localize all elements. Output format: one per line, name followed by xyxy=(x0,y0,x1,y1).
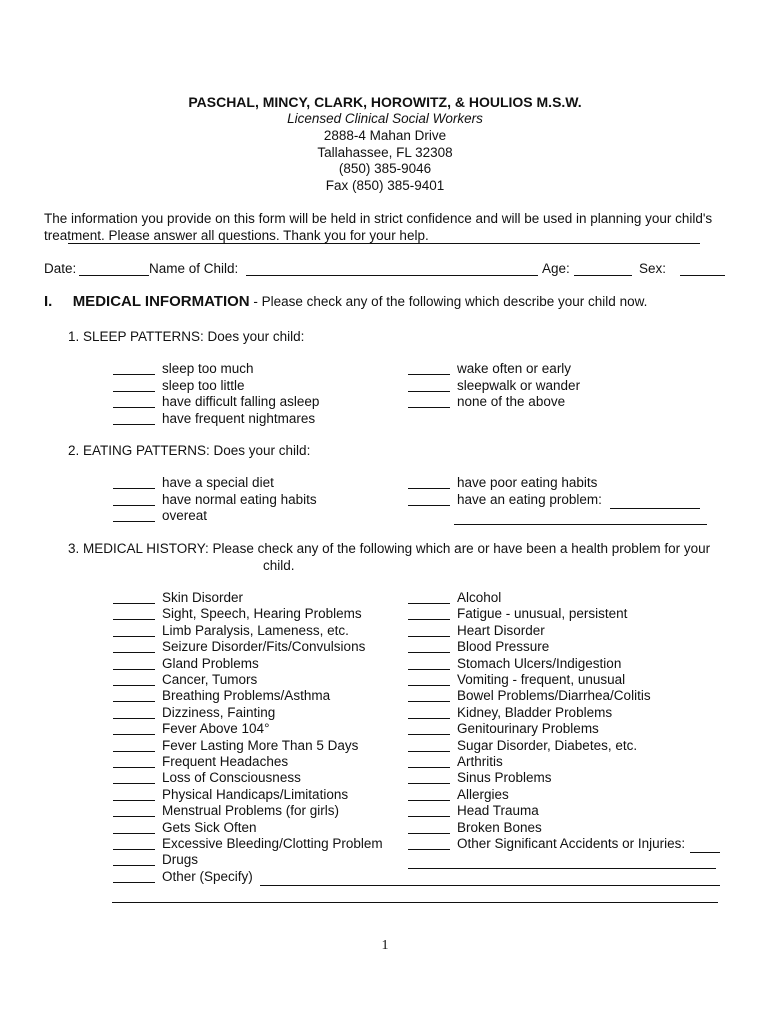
checklist-item-label: Blood Pressure xyxy=(457,639,550,655)
checklist-item-label: Head Trauma xyxy=(457,803,539,819)
checkbox-blank[interactable] xyxy=(408,718,450,719)
checklist-item-label: Bowel Problems/Diarrhea/Colitis xyxy=(457,688,651,704)
checkbox-blank[interactable] xyxy=(113,882,155,883)
fax-number: Fax (850) 385-9401 xyxy=(325,178,445,193)
checklist-item-label: Allergies xyxy=(457,786,509,802)
checklist-item-label: Menstrual Problems (for girls) xyxy=(162,803,340,819)
checkbox-blank[interactable] xyxy=(408,603,450,604)
checklist-item-label: have an eating problem: xyxy=(457,491,602,507)
checkbox-blank[interactable] xyxy=(113,619,155,620)
other-injuries-continuation[interactable] xyxy=(408,868,716,869)
checklist-item-label: Fever Lasting More Than 5 Days xyxy=(162,737,359,753)
section-heading xyxy=(44,294,647,311)
checkbox-blank[interactable] xyxy=(408,505,450,506)
firm-name: PASCHAL, MINCY, CLARK, HOROWITZ, & HOULIOS M.S.W. xyxy=(188,94,582,110)
checklist-item-label: Limb Paralysis, Lameness, etc. xyxy=(162,622,349,638)
sex-label: Sex: xyxy=(639,261,667,276)
medical-heading-continued: child. xyxy=(263,558,295,573)
checkbox-blank[interactable] xyxy=(113,800,155,801)
age-label: Age: xyxy=(542,261,570,276)
child-name-label: Name of Child: xyxy=(149,261,239,276)
page-number: 1 xyxy=(381,938,389,953)
checkbox-blank[interactable] xyxy=(408,734,450,735)
checklist-item-label: Gland Problems xyxy=(162,655,259,671)
checklist-item-label: sleepwalk or wander xyxy=(457,377,581,393)
checklist-item-label: Arthritis xyxy=(457,754,503,769)
checkbox-blank[interactable] xyxy=(113,734,155,735)
intro-line-1: The information you provide on this form will be held in strict confidence and will be used in planning your child's xyxy=(44,211,713,226)
address-line-2: Tallahassee, FL 32308 xyxy=(317,145,453,160)
checkbox-blank[interactable] xyxy=(113,521,155,522)
checklist-item-label: Kidney, Bladder Problems xyxy=(457,704,613,720)
intro-underline xyxy=(68,243,700,244)
checklist-item-label: Stomach Ulcers/Indigestion xyxy=(457,655,622,671)
checklist-item-label: Other (Specify) xyxy=(162,868,253,884)
eating-problem-field[interactable] xyxy=(610,508,700,509)
other-specify-field[interactable] xyxy=(260,885,720,886)
checkbox-blank[interactable] xyxy=(408,833,450,834)
checklist-item-label: Fatigue - unusual, persistent xyxy=(457,606,628,622)
checkbox-blank[interactable] xyxy=(113,488,155,489)
checkbox-blank[interactable] xyxy=(113,652,155,653)
checkbox-blank[interactable] xyxy=(408,391,450,392)
checklist-item-label: sleep too little xyxy=(162,377,245,393)
checkbox-blank[interactable] xyxy=(113,816,155,817)
checklist-item-label: wake often or early xyxy=(457,361,572,376)
checkbox-blank[interactable] xyxy=(113,603,155,604)
checklist-item-label: Loss of Consciousness xyxy=(162,770,301,786)
checkbox-blank[interactable] xyxy=(113,407,155,408)
sex-field[interactable] xyxy=(680,275,725,276)
checklist-item-label: none of the above xyxy=(457,394,566,409)
sleep-heading: 1. SLEEP PATTERNS: Does your child: xyxy=(68,329,305,344)
checklist-item-label: Gets Sick Often xyxy=(162,819,257,835)
checkbox-blank[interactable] xyxy=(113,685,155,686)
checkbox-blank[interactable] xyxy=(113,783,155,784)
checklist-item-label: Breathing Problems/Asthma xyxy=(162,688,331,704)
checklist-item-label: Fever Above 104° xyxy=(162,721,270,737)
checkbox-blank[interactable] xyxy=(408,849,450,850)
checkbox-blank[interactable] xyxy=(408,701,450,702)
checkbox-blank[interactable] xyxy=(113,701,155,702)
checkbox-blank[interactable] xyxy=(113,751,155,752)
address-line-1: 2888-4 Mahan Drive xyxy=(323,128,447,143)
checklist-item-label: Broken Bones xyxy=(457,819,542,835)
checklist-item-label: Other Significant Accidents or Injuries: xyxy=(457,836,686,851)
checkbox-blank[interactable] xyxy=(408,751,450,752)
checkbox-blank[interactable] xyxy=(113,636,155,637)
checkbox-blank[interactable] xyxy=(113,505,155,506)
age-field[interactable] xyxy=(574,275,632,276)
checkbox-blank[interactable] xyxy=(408,619,450,620)
checklist-item-label: sleep too much xyxy=(162,361,254,376)
checkbox-blank[interactable] xyxy=(113,424,155,425)
checkbox-blank[interactable] xyxy=(408,636,450,637)
checkbox-blank[interactable] xyxy=(408,488,450,489)
checklist-item-label: Vomiting - frequent, unusual xyxy=(457,672,626,687)
date-field[interactable] xyxy=(79,275,149,276)
checklist-item-label: have frequent nightmares xyxy=(162,410,316,426)
other-specify-continuation[interactable] xyxy=(112,902,718,903)
checkbox-blank[interactable] xyxy=(408,800,450,801)
checklist-item-label: Skin Disorder xyxy=(162,590,244,605)
section-instruction: - Please check any of the following which describe your child now. xyxy=(249,294,648,309)
checklist-item-label: Sugar Disorder, Diabetes, etc. xyxy=(457,737,638,753)
checkbox-blank[interactable] xyxy=(113,865,155,866)
checkbox-blank[interactable] xyxy=(408,783,450,784)
child-name-field[interactable] xyxy=(246,275,538,276)
checklist-item-label: Genitourinary Problems xyxy=(457,721,599,737)
checklist-item-label: Physical Handicaps/Limitations xyxy=(162,786,349,802)
checkbox-blank[interactable] xyxy=(408,669,450,670)
checklist-item-label: Sinus Problems xyxy=(457,770,552,786)
checkbox-blank[interactable] xyxy=(113,718,155,719)
checklist-item-label: Dizziness, Fainting xyxy=(162,704,276,720)
checklist-item-label: Excessive Bleeding/Clotting Problem xyxy=(162,836,383,851)
checklist-item-label: have normal eating habits xyxy=(162,491,317,507)
checkbox-blank[interactable] xyxy=(408,374,450,375)
checklist-item-label: have a special diet xyxy=(162,475,274,490)
checkbox-blank[interactable] xyxy=(113,849,155,850)
eating-problem-continuation[interactable] xyxy=(454,524,707,525)
other-injuries-field[interactable] xyxy=(690,852,720,853)
section-title: MEDICAL INFORMATION xyxy=(72,293,250,310)
checkbox-blank[interactable] xyxy=(113,374,155,375)
checkbox-blank[interactable] xyxy=(113,833,155,834)
checkbox-blank[interactable] xyxy=(408,816,450,817)
checkbox-blank[interactable] xyxy=(408,407,450,408)
checklist-item-label: Cancer, Tumors xyxy=(162,672,258,687)
eating-heading: 2. EATING PATTERNS: Does your child: xyxy=(68,443,311,458)
section-numeral: I. xyxy=(44,293,53,310)
checklist-item-label: Drugs xyxy=(162,852,199,868)
checklist-item-label: Seizure Disorder/Fits/Convulsions xyxy=(162,639,366,655)
checklist-item-label: Alcohol xyxy=(457,590,502,605)
phone-number: (850) 385-9046 xyxy=(338,161,432,176)
medical-heading: 3. MEDICAL HISTORY: Please check any of the following which are or have been a health problem for your xyxy=(68,541,711,556)
checkbox-blank[interactable] xyxy=(408,767,450,768)
checklist-item-label: Frequent Headaches xyxy=(162,754,289,769)
checkbox-blank[interactable] xyxy=(408,685,450,686)
checklist-item-label: Sight, Speech, Hearing Problems xyxy=(162,606,362,622)
firm-subtitle: Licensed Clinical Social Workers xyxy=(287,111,483,126)
checkbox-blank[interactable] xyxy=(408,652,450,653)
checkbox-blank[interactable] xyxy=(113,767,155,768)
checklist-item-label: Heart Disorder xyxy=(457,622,545,638)
date-label: Date: xyxy=(44,261,77,276)
checklist-item-label: have difficult falling asleep xyxy=(162,394,320,409)
intro-line-2: treatment. Please answer all questions. Thank you for your help. xyxy=(44,228,429,243)
checkbox-blank[interactable] xyxy=(113,669,155,670)
checkbox-blank[interactable] xyxy=(113,391,155,392)
checklist-item-label: have poor eating habits xyxy=(457,475,598,490)
checklist-item-label: overeat xyxy=(162,508,208,523)
